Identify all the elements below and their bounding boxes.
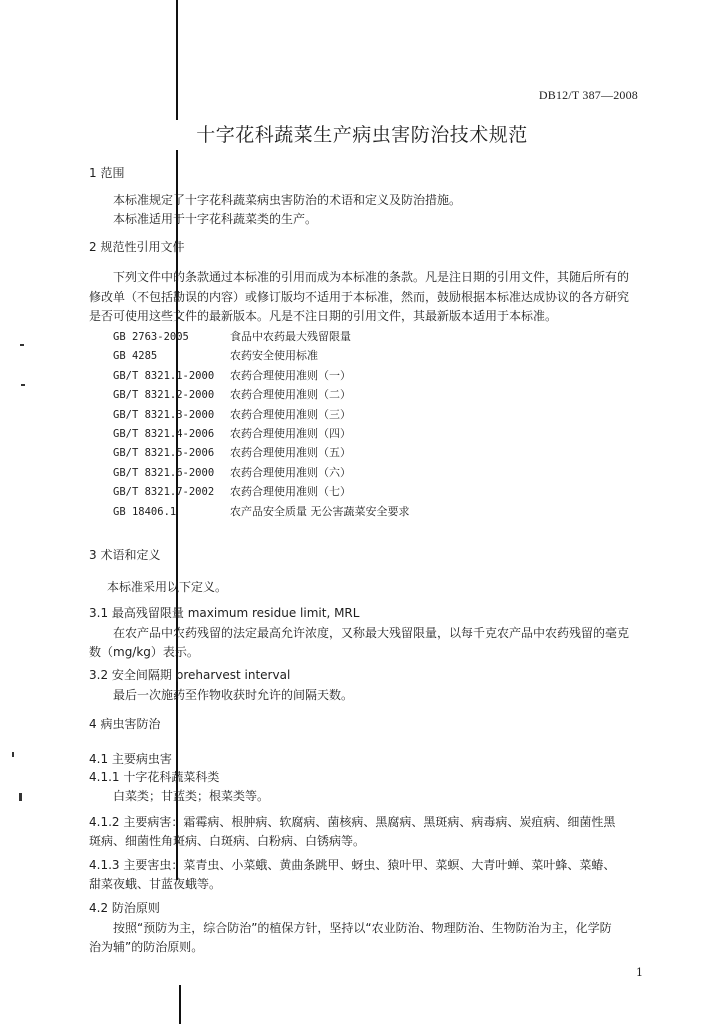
subsection-4-1-2-text: 4.1.2 主要病害：霜霉病、根肿病、软腐病、菌核病、黑腐病、黑斑病、病毒病、炭疽病、细菌性黑 <box>89 815 616 829</box>
reference-item <box>113 464 351 480</box>
term-3-1-definition: 在农产品中农药残留的法定最高允许浓度，又称最大残留限量，以每千克农产品中农药残留的毫克 <box>113 626 630 640</box>
section-1-heading: 1 范围 <box>89 166 125 180</box>
reference-item <box>113 328 351 344</box>
reference-title: 农药合理使用准则（七） <box>230 485 351 499</box>
reference-title: 农药合理使用准则（二） <box>230 388 351 402</box>
term-3-2-heading: 3.2 安全间隔期 preharvest interval <box>89 668 291 682</box>
reference-title: 农药合理使用准则（一） <box>230 368 351 382</box>
reference-title: 农药合理使用准则（五） <box>230 446 351 460</box>
reference-code: GB 2763-2005 <box>113 331 189 343</box>
subsection-4-1-3-text: 甜菜夜蛾、甘蓝夜蛾等。 <box>89 877 222 891</box>
reference-item <box>113 367 351 383</box>
reference-item <box>113 386 351 402</box>
document-title: 十字花科蔬菜生产病虫害防治技术规范 <box>196 124 528 146</box>
subsection-4-2-heading: 4.2 防治原则 <box>89 901 160 915</box>
scan-speck <box>20 344 24 346</box>
section-1-paragraph: 本标准适用于十字花科蔬菜类的生产。 <box>113 212 318 226</box>
reference-title: 农药合理使用准则（三） <box>230 407 351 421</box>
reference-item <box>113 425 351 441</box>
reference-title: 农药安全使用标准 <box>230 349 318 363</box>
subsection-4-1-1-text: 白菜类；甘蓝类；根菜类等。 <box>113 789 270 803</box>
reference-code: GB/T 8321.5-2006 <box>113 447 215 460</box>
subsection-4-1-1-heading: 4.1.1 十字花科蔬菜科类 <box>89 770 220 784</box>
reference-item <box>113 406 351 422</box>
section-3-intro: 本标准采用以下定义。 <box>107 580 228 594</box>
reference-title: 食品中农药最大残留限量 <box>230 330 351 343</box>
scan-binding-line <box>176 0 178 120</box>
reference-code: GB/T 8321.4-2006 <box>113 428 215 440</box>
reference-item <box>113 503 410 519</box>
document-id: DB12/T 387—2008 <box>538 88 638 102</box>
section-2-heading: 2 规范性引用文件 <box>89 240 185 254</box>
subsection-4-1-3-text: 4.1.3 主要害虫：菜青虫、小菜蛾、黄曲条跳甲、蚜虫、猿叶甲、菜螟、大青叶蝉、菜叶蜂、菜蝽、 <box>89 858 616 872</box>
section-2-intro-line: 是否可使用这些文件的最新版本。凡是不注日期的引用文件，其最新版本适用于本标准。 <box>89 309 558 323</box>
reference-item <box>113 483 351 499</box>
reference-code: GB 4285 <box>113 350 158 363</box>
term-3-1-definition: 数（mg/kg）表示。 <box>89 645 199 659</box>
reference-item <box>113 444 351 460</box>
reference-code: GB/T 8321.6-2000 <box>113 466 215 479</box>
subsection-4-2-text: 按照“预防为主，综合防治”的植保方针，坚持以“农业防治、物理防治、生物防治为主，化学防 <box>113 921 612 935</box>
reference-title: 农产品安全质量 无公害蔬菜安全要求 <box>230 504 410 518</box>
page-number: 1 <box>636 966 643 979</box>
reference-code: GB/T 8321.2-2000 <box>113 389 215 402</box>
section-1-paragraph: 本标准规定了十字花科蔬菜病虫害防治的术语和定义及防治措施。 <box>113 193 462 207</box>
section-4-heading: 4 病虫害防治 <box>89 717 161 731</box>
scan-binding-line <box>179 985 181 1024</box>
reference-title: 农药合理使用准则（四） <box>230 427 351 440</box>
scan-speck <box>12 752 14 757</box>
subsection-4-1-2-text: 斑病、细菌性角斑病、白斑病、白粉病、白锈病等。 <box>89 834 366 848</box>
reference-title: 农药合理使用准则（六） <box>230 465 351 479</box>
term-3-1-heading: 3.1 最高残留限量 maximum residue limit, MRL <box>89 606 360 620</box>
reference-code: GB/T 8321.1-2000 <box>113 369 215 382</box>
section-2-intro-line: 修改单（不包括勘误的内容）或修订版均不适用于本标准，然而，鼓励根据本标准达成协议的各方研究 <box>89 290 630 304</box>
reference-code: GB/T 8321.3-2000 <box>113 408 215 421</box>
reference-code: GB/T 8321.7-2002 <box>113 486 215 499</box>
reference-item <box>113 347 318 363</box>
reference-code: GB 18406.1 <box>113 505 177 518</box>
scan-speck <box>21 384 25 386</box>
scan-speck <box>19 793 22 801</box>
section-2-intro-line: 下列文件中的条款通过本标准的引用而成为本标准的条款。凡是注日期的引用文件，其随后所有的 <box>113 270 630 284</box>
section-3-heading: 3 术语和定义 <box>89 548 161 562</box>
subsection-4-1-heading: 4.1 主要病虫害 <box>89 752 172 766</box>
term-3-2-definition: 最后一次施药至作物收获时允许的间隔天数。 <box>113 688 354 702</box>
subsection-4-2-text: 治为辅”的防治原则。 <box>89 940 204 954</box>
